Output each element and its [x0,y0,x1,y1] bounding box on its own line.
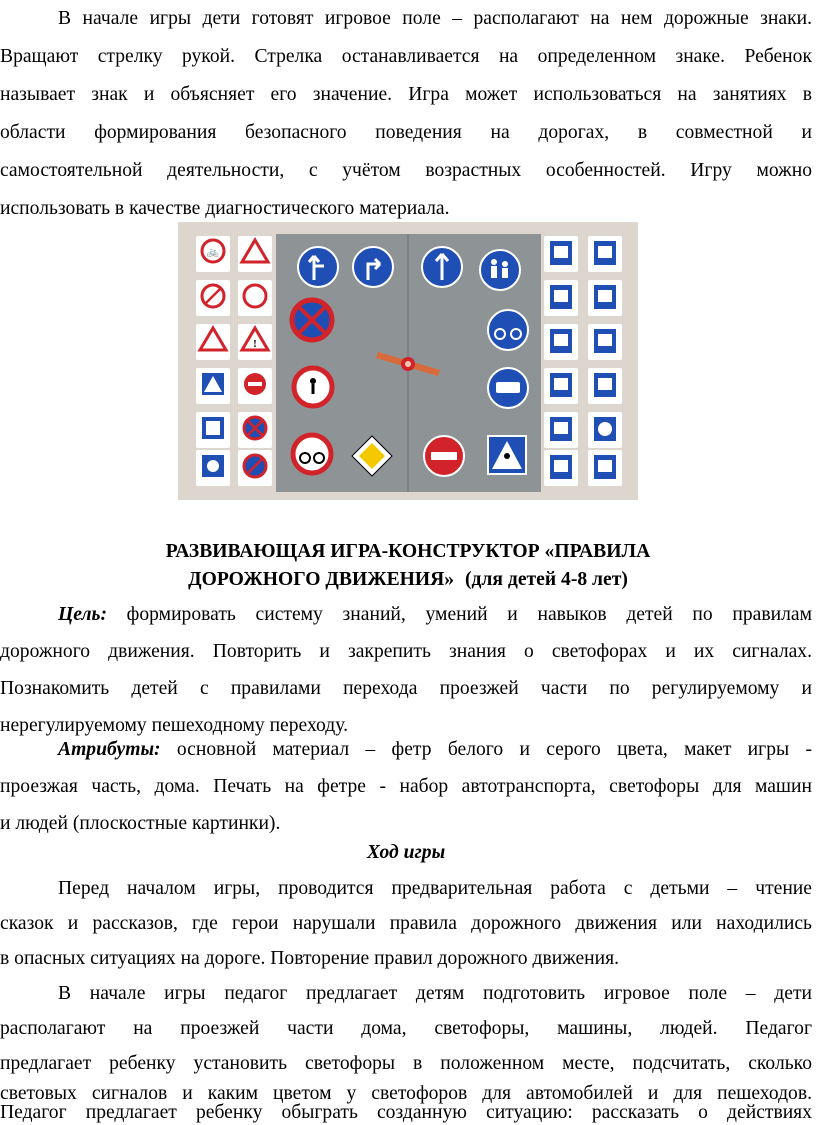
intro-line: называет знак и объясняет его значение. Игра может использоваться на занятиях в [0,84,812,105]
goal-line: Познакомить детей с правилами перехода проезжей части по регулируемому и [0,678,812,699]
intro-line: самостоятельной деятельности, с учётом возрастных особенностей. Игру можно [0,160,812,181]
intro-line: области формирования безопасного поведения на дорогах, в совместной и [0,122,812,143]
game-photo [178,222,638,500]
attributes-line [0,731,812,769]
svg-text:!: ! [253,338,257,350]
attributes-line: и людей (плоскостные картинки). [0,813,281,834]
game-title-main: ДОРОЖНОГО ДВИЖЕНИЯ» [188,569,455,590]
intro-line: использовать в качестве диагностического материала. [0,198,450,219]
attributes-text: основной материал – фетр белого и серого цвета, макет игры - [160,739,812,760]
goal-line [0,596,812,634]
game-line: предлагает ребенку установить светофоры в положенном месте, подсчитать, сколько [0,1053,812,1074]
game-title-line-2 [0,566,816,594]
intro-line: Вращают стрелку рукой. Стрелка останавливается на определенном знаке. Ребенок [0,46,812,67]
game-line: световых сигналов и каким цветом у светофоров для автомобилей и для пешеходов. [0,1083,812,1104]
prep-line: Перед началом игры, проводится предварительная работа с детьми – чтение [58,878,812,899]
svg-text:🚲: 🚲 [206,247,220,258]
game-title-age: (для детей 4-8 лет) [464,569,628,590]
prep-line: в опасных ситуациях на дороге. Повторение правил дорожного движения. [0,948,620,969]
intro-line: В начале игры дети готовят игровое поле – располагают на нем дорожные знаки. [58,8,812,29]
game-line: располагают на проезжей части дома, светофоры, машины, людей. Педагог [0,1018,812,1039]
game-line: В начале игры педагог предлагает детям подготовить игровое поле – дети [58,983,812,1004]
goal-line: нерегулируемому пешеходному переходу. [0,715,348,736]
game-board-illustration [178,222,638,500]
progress-heading: Ход игры [366,842,446,863]
goal-line: дорожного движения. Повторить и закрепить знания о светофорах и их сигналах. [0,641,812,662]
game-title-line-1: РАЗВИВАЮЩАЯ ИГРА-КОНСТРУКТОР «ПРАВИЛА [165,541,651,562]
attributes-line: проезжая часть, дома. Печать на фетре - набор автотранспорта, светофоры для машин [0,776,812,797]
attributes-label: Атрибуты: [58,739,161,760]
goal-text: формировать систему знаний, умений и навыков детей по правилам [106,604,812,625]
prep-line: сказок и рассказов, где герои нарушали правила дорожного движения или находились [0,913,812,934]
goal-label: Цель: [58,604,107,625]
game-line: Педагог предлагает ребенку обыграть созданную ситуацию: рассказать о действиях [0,1102,812,1123]
